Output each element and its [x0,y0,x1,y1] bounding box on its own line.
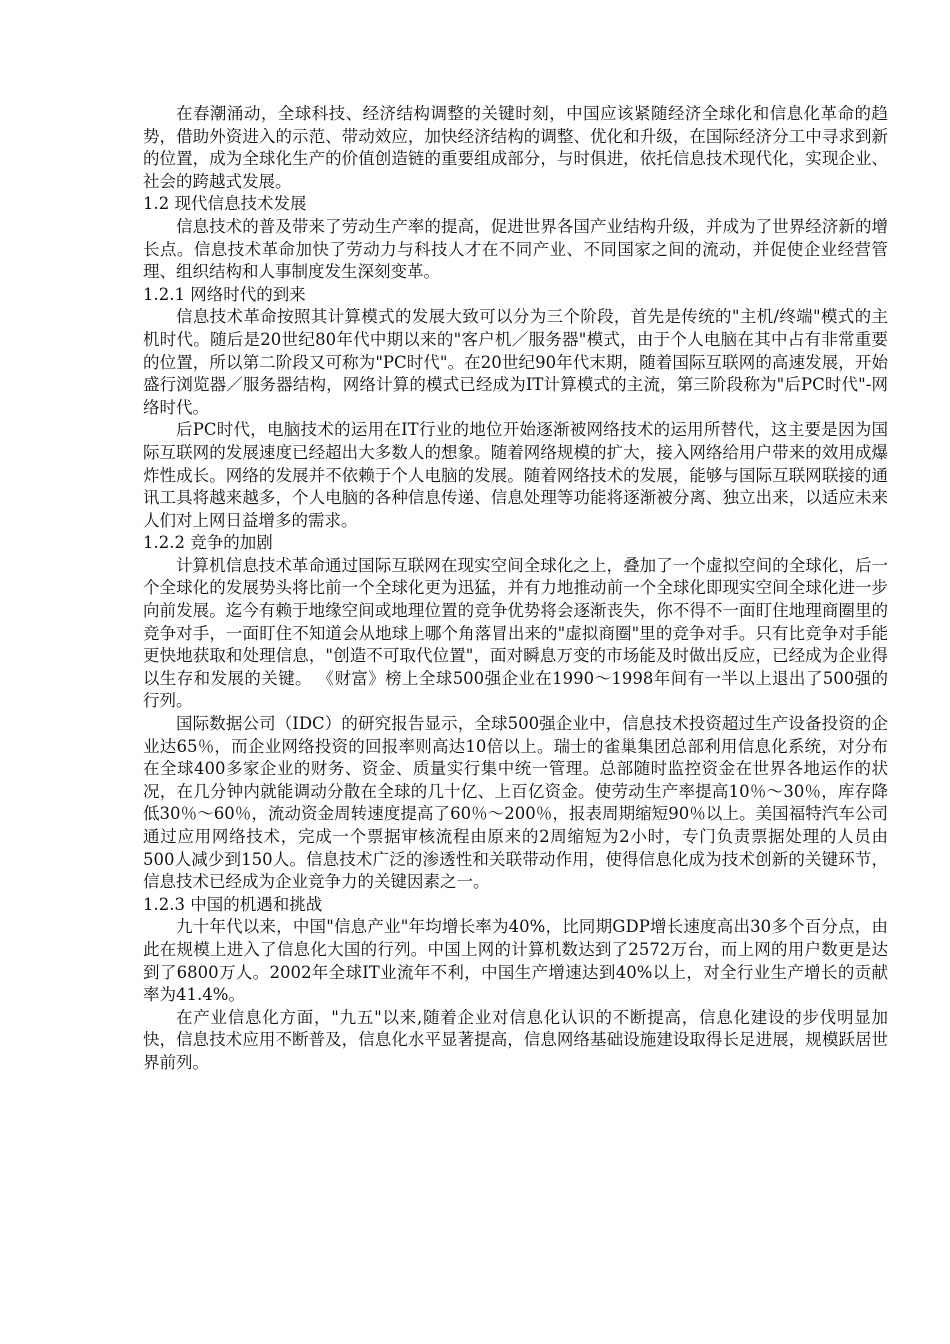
paragraph-it-development: 信息技术的普及带来了劳动生产率的提高，促进世界各国产业结构升级，并成为了世界经济新的增长点。信息技术革命加快了劳动力与科技人才在不同产业、不同国家之间的流动，并促使企业经营管理、组织结构和人事制度发生深刻变革。 [143,216,888,282]
paragraph-idc-report: 国际数据公司（IDC）的研究报告显示，全球500强企业中，信息技术投资超过生产设备投资的企业达65％，而企业网络投资的回报率则高达10倍以上。瑞士的雀巢集团总部利用信息化系统，对分布在全球400多家企业的财务、资金、质量实行集中统一管理。总部随时监控资金在世界各地运作的状况，在几分钟内就能调动分散在全球的几十亿、上百亿资金。使劳动生产率提高10％～30％，库存降低30％～60％，流动资金周转速度提高了60％～200％，报表周期缩短90％以上。美国福特汽车公司通过应用网络技术，完成一个票据审核流程由原来的2周缩短为2小时，专门负责票据处理的人员由500人减少到150人。信息技术广泛的渗透性和关联带动作用，使得信息化成为技术创新的关键环节，信息技术已经成为企业竞争力的关键因素之一。 [143,714,888,892]
section-heading-1-2-3: 1.2.3 中国的机遇和挑战 [143,894,323,914]
paragraph-computing-modes: 信息技术革命按照其计算模式的发展大致可以分为三个阶段，首先是传统的"主机/终端"模式的主机时代。随后是20世纪80年代中期以来的"客户机／服务器"模式，由于个人电脑在其中占有非常重要的位置，所以第二阶段又可称为"PC时代"。在20世纪90年代末期，随着国际互联网的高速发展，开始盛行浏览器／服务器结构，网络计算的模式已经成为IT计算模式的主流，第三阶段称为"后PC时代"-网络时代。 [143,307,888,417]
paragraph-industry-informatization: 在产业信息化方面，"九五"以来,随着企业对信息化认识的不断提高，信息化建设的步伐明显加快，信息技术应用不断普及，信息化水平显著提高，信息网络基础设施建设取得长足进展，规模跃居世界前列。 [143,1007,888,1072]
section-heading-1-2-1: 1.2.1 网络时代的到来 [143,284,306,304]
paragraph-post-pc-era: 后PC时代，电脑技术的运用在IT行业的地位开始逐渐被网络技术的运用所替代，这主要是因为国际互联网的发展速度已经超出大多数人的想象。随着网络规模的扩大，接入网络给用户带来的效用成爆炸性成长。网络的发展并不依赖于个人电脑的发展。随着网络技术的发展，能够与国际互联网联接的通讯工具将越来越多，个人电脑的各种信息传递、信息处理等功能将逐渐被分离、独立出来，以适应未来人们对上网日益增多的需求。 [143,420,888,530]
section-heading-1-2-2: 1.2.2 竞争的加剧 [143,533,273,553]
section-heading-1-2: 1.2 现代信息技术发展 [143,194,307,214]
document-page [143,103,888,1075]
paragraph-intro: 在春潮涌动，全球科技、经济结构调整的关键时刻，中国应该紧随经济全球化和信息化革命的趋势，借助外资进入的示范、带动效应，加快经济结构的调整、优化和升级，在国际经济分工中寻求到新的位置，成为全球化生产的价值创造链的重要组成部分，与时俱进，依托信息技术现代化，实现企业、社会的跨越式发展。 [143,104,888,191]
paragraph-virtual-globalization: 计算机信息技术革命通过国际互联网在现实空间全球化之上，叠加了一个虚拟空间的全球化，后一个全球化的发展势头将比前一个全球化更为迅猛，并有力地推动前一个全球化即现实空间全球化进一步向前发展。迄今有赖于地缘空间或地理位置的竞争优势将会逐渐丧失，你不得不一面盯住地理商圈里的竞争对手，一面盯住不知道会从地球上哪个角落冒出来的"虚拟商圈"里的竞争对手。只有比竞争对手能更快地获取和处理信息，"创造不可取代位置"，面对瞬息万变的市场能及时做出反应，已经成为企业得以生存和发展的关键。 《财富》榜上全球500强企业在1990～1998年间有一半以上退出了500强的行列。 [143,555,888,711]
paragraph-china-growth: 九十年代以来，中国"信息产业"年均增长率为40%，比同期GDP增长速度高出30多个百分点，由此在规模上进入了信息化大国的行列。中国上网的计算机数达到了2572万台，而上网的用户数更是达到了6800万人。2002年全球IT业流年不利，中国生产增速达到40%以上，对全行业生产增长的贡献率为41.4%。 [143,917,888,1005]
